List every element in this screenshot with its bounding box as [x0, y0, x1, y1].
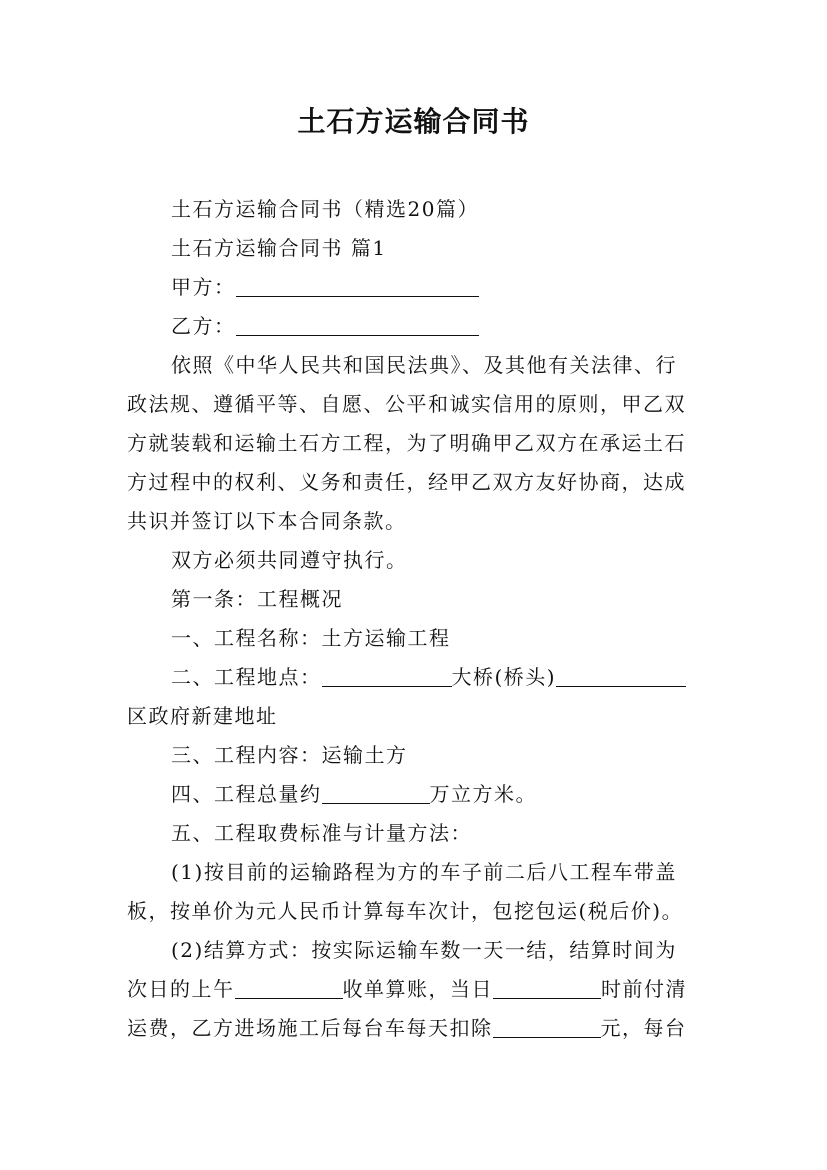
- deduction-text: 运费，乙方进场施工后每台车每天扣除: [127, 1016, 493, 1040]
- location-bridge: 大桥(桥头): [451, 665, 557, 689]
- volume-label: 四、工程总量约: [171, 782, 322, 806]
- volume-unit: 万立方米。: [429, 782, 537, 806]
- party-a-label: 甲方：: [171, 275, 236, 299]
- location-continuation: 区政府新建地址: [127, 704, 278, 728]
- clause-1-line-2: 板，按单价为元人民币计算每车次计，包挖包运(税后价)。: [127, 899, 684, 923]
- intro-line-2: 政法规、遵循平等、自愿、公平和诚实信用的原则，甲乙双: [127, 392, 686, 416]
- settle-time-label: 次日的上午: [127, 977, 235, 1001]
- clause-2-line-3: [127, 1009, 707, 1048]
- per-vehicle-text: 元，每台: [600, 1016, 687, 1040]
- settle-time-blank[interactable]: [235, 976, 343, 999]
- intro-line-4: 方过程中的权利、义务和责任，经甲乙双方友好协商，达成: [127, 470, 686, 494]
- deduction-blank[interactable]: [493, 1015, 601, 1038]
- clause-1-line-1: (1)按目前的运输路程为方的车子前二后八工程车带盖: [171, 860, 677, 884]
- settle-account-text: 收单算账，当日: [342, 977, 493, 1001]
- party-a-line: [127, 268, 707, 307]
- subtitle: 土石方运输合同书（精选20篇）: [171, 197, 479, 221]
- intro-line-5: 共识并签订以下本合同条款。: [127, 509, 407, 533]
- intro-line-1: 依照《中华人民共和国民法典》、及其他有关法律、行: [171, 353, 677, 377]
- clause-2-line-2: [127, 970, 707, 1009]
- item-project-content: 三、工程内容：运输土方: [171, 743, 408, 767]
- item-fee-standard: 五、工程取费标准与计量方法：: [171, 821, 472, 845]
- clause-2-line-1: (2)结算方式：按实际运输车数一天一结，结算时间为: [171, 938, 677, 962]
- intro-line-3: 方就装载和运输土石方工程，为了明确甲乙双方在承运土石: [127, 431, 686, 455]
- party-b-label: 乙方：: [171, 314, 236, 338]
- location-label: 二、工程地点：: [171, 665, 322, 689]
- volume-blank[interactable]: [322, 781, 430, 804]
- document-body: [127, 190, 707, 1048]
- pay-clear-text: 时前付清: [601, 977, 687, 1001]
- party-b-line: [127, 307, 707, 346]
- item-project-name: 一、工程名称：土方运输工程: [171, 626, 451, 650]
- document-title: 土石方运输合同书: [297, 105, 530, 138]
- mutual-compliance: 双方必须共同遵守执行。: [171, 548, 408, 572]
- party-b-blank[interactable]: [236, 313, 479, 336]
- section-heading: 土石方运输合同书 篇1: [171, 236, 387, 260]
- item-project-volume: [127, 775, 707, 814]
- party-a-blank[interactable]: [236, 274, 479, 297]
- article-1-heading: 第一条：工程概况: [171, 587, 343, 611]
- item-project-location: [127, 658, 707, 697]
- location-blank-1[interactable]: [322, 664, 452, 687]
- location-blank-2[interactable]: [556, 664, 686, 687]
- pay-time-blank[interactable]: [493, 976, 601, 999]
